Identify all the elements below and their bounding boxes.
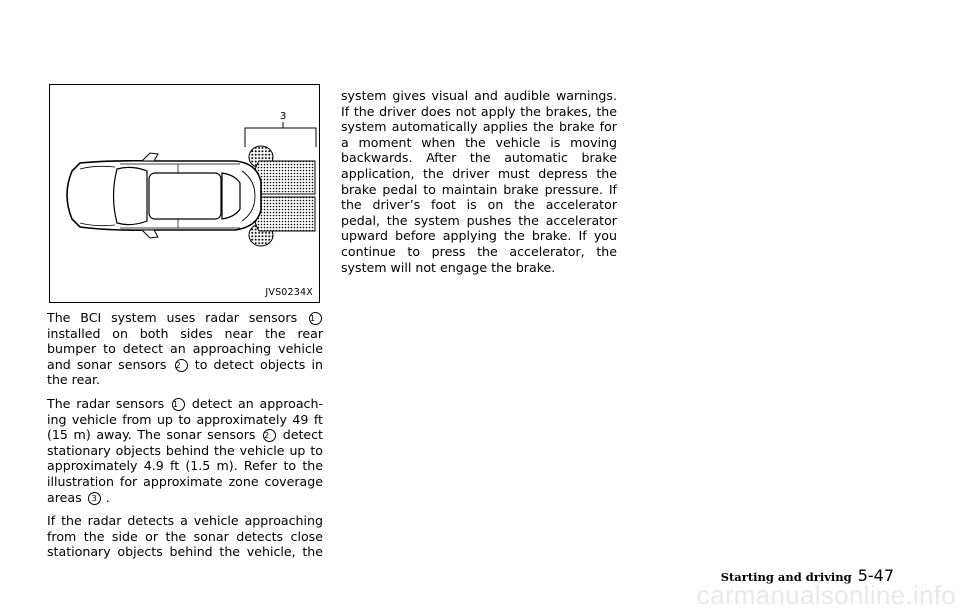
text-line: application, the driver must depress the	[341, 165, 617, 181]
callout-circle-icon: 2	[263, 429, 276, 442]
page-number: 5-47	[857, 566, 894, 585]
text-line: a moment when the vehicle is moving	[341, 134, 617, 150]
text-line: the rear.	[47, 372, 101, 388]
illustration-figure	[49, 84, 320, 303]
radar-zone-lower	[254, 197, 315, 231]
text-line: (15 m) away. The sonar sensors 2 detect	[47, 427, 323, 443]
text-line: and sonar sensors 2 to detect objects in	[47, 356, 323, 372]
text-line: illustration for approximate zone coverage	[47, 473, 323, 489]
text-line: ing vehicle from up to approximately 49 ft	[47, 411, 323, 427]
windshield	[114, 167, 148, 224]
text-line: installed on both sides near the rear	[47, 325, 323, 341]
paragraph-3	[47, 513, 323, 560]
watermark: carmanualsonline.info	[696, 580, 956, 610]
text-line: The radar sensors 1 detect an approach-	[47, 395, 323, 411]
callout-number: 3	[280, 111, 287, 122]
callout-circle-icon: 1	[309, 312, 322, 325]
text-line: system automatically applies the brake for	[341, 119, 617, 135]
text-line: system gives visual and audible warnings.	[341, 88, 617, 103]
text-line: the driver’s foot is on the accelerator	[341, 197, 617, 213]
callout-bracket	[245, 128, 316, 147]
text-line: system will not engage the brake.	[341, 259, 556, 275]
right-column	[341, 88, 617, 275]
text-line: pedal, the system pushes the accelerator	[341, 212, 617, 228]
left-column	[47, 310, 323, 568]
text-line: The BCI system uses radar sensors 1	[47, 310, 323, 326]
text-line: from the side or the sonar detects close	[47, 528, 323, 544]
car-top-view-sensor-zones-illustration	[50, 85, 321, 304]
callout-circle-icon: 2	[175, 359, 188, 372]
section-title: Starting and driving	[720, 570, 852, 584]
text-line: If the driver does not apply the brakes, the	[341, 103, 617, 119]
text-line: areas 3 .	[47, 489, 110, 505]
figure-id: JVS0234X	[265, 287, 313, 298]
text-line: If the radar detects a vehicle approaching	[47, 513, 323, 529]
text-line: approximately 4.9 ft (1.5 m). Refer to the	[47, 458, 323, 474]
radar-zone-upper	[254, 161, 315, 194]
text-line: bumper to detect an approaching vehicle	[47, 341, 323, 357]
mirror-left	[142, 153, 158, 161]
roof	[149, 173, 221, 219]
text-line: backwards. After the automatic brake	[341, 150, 617, 166]
text-line: brake pedal to maintain brake pressure. If	[341, 181, 617, 197]
paragraph-1	[47, 310, 323, 388]
text-line: stationary objects behind the vehicle up to	[47, 442, 323, 458]
paragraph-2	[47, 396, 323, 505]
text-line: continue to press the accelerator, the	[341, 243, 617, 259]
text-line: stationary objects behind the vehicle, the	[47, 544, 323, 560]
callout-circle-icon: 1	[172, 398, 185, 411]
callout-circle-icon: 3	[88, 492, 101, 505]
rear-window	[222, 173, 240, 219]
mirror-right	[142, 230, 158, 238]
text-line: upward before applying the brake. If you	[341, 228, 617, 244]
